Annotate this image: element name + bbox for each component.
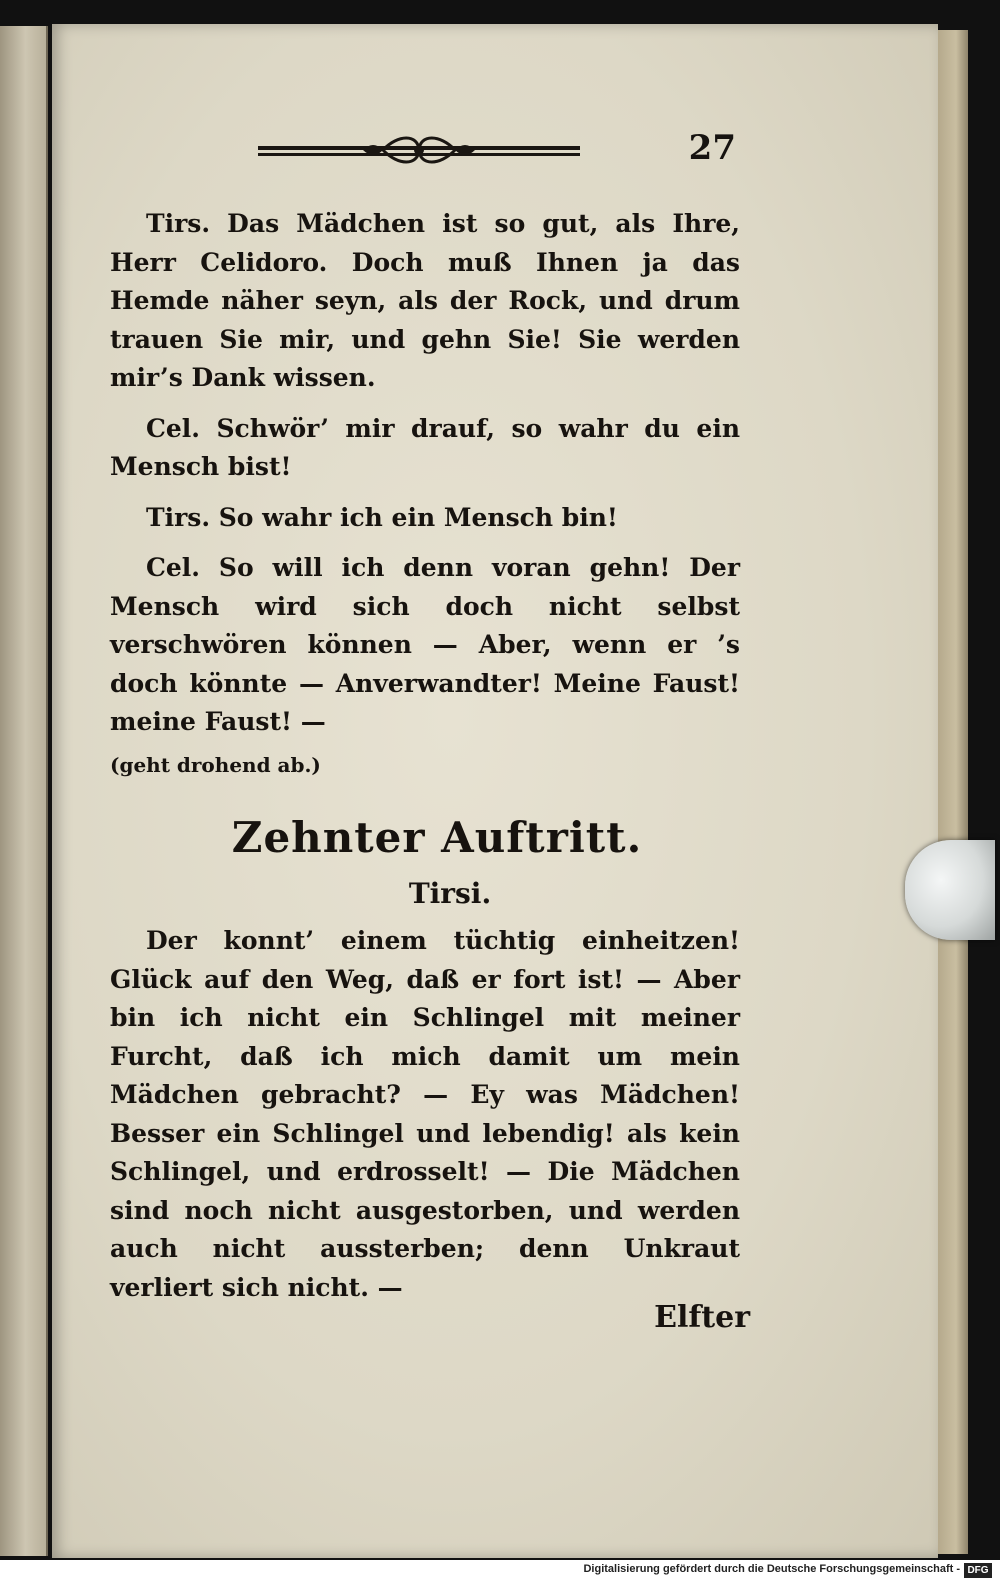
digitization-footer <box>0 1560 1000 1582</box>
paragraph-3: Tirs. So wahr ich ein Mensch bin! <box>146 502 618 532</box>
page-text <box>110 205 740 1319</box>
headpiece-ornament-icon <box>258 130 580 170</box>
page-clip <box>905 840 995 940</box>
page-block-edge <box>938 30 968 1554</box>
paragraph-4: Cel. So will ich denn voran gehn! Der Mensch wird sich doch nicht selbst verschwören können — Aber, wenn er ’s doch könnte — Anverwandter! Meine Faust! meine Faust! — <box>110 553 740 736</box>
facing-page-edge <box>0 26 48 1556</box>
paragraph-2: Cel. Schwör’ mir drauf, so wahr du ein Mensch bist! <box>110 413 740 481</box>
footer-credit: Digitalisierung gefördert durch die Deutsche Forschungsgemeinschaft - <box>583 1563 960 1575</box>
paragraph-1: Tirs. Das Mädchen ist so gut, als Ihre, Herr Celidoro. Doch muß Ihnen ja das Hemde näher seyn, als der Rock, und drum trauen Sie mir, und gehn Sie! Sie werden mir’s Dank wissen. <box>110 209 740 392</box>
catchword: Elfter <box>654 1300 750 1335</box>
scene-heading: Zehnter Auftritt. <box>231 813 643 862</box>
scene-speaker: Tirsi. <box>408 877 492 910</box>
monologue-paragraph: Der konnt’ einem tüchtig einheitzen! Glück auf den Weg, daß er fort ist! — Aber bin ich nicht ein Schlingel mit meiner Furcht, daß ich mich damit um mein Mädchen gebracht? — Ey was Mädchen! Besser ein Schlingel und lebendig! als kein Schlingel, und erdrosselt! — Die Mädchen sind noch nicht ausgestorben, und werden auch nicht aussterben; denn Unkraut verliert sich nicht. — <box>110 926 740 1302</box>
page-number: 27 <box>688 128 736 168</box>
stage-direction: (geht drohend ab.) <box>110 752 321 777</box>
dfg-logo-icon: DFG <box>964 1563 992 1578</box>
